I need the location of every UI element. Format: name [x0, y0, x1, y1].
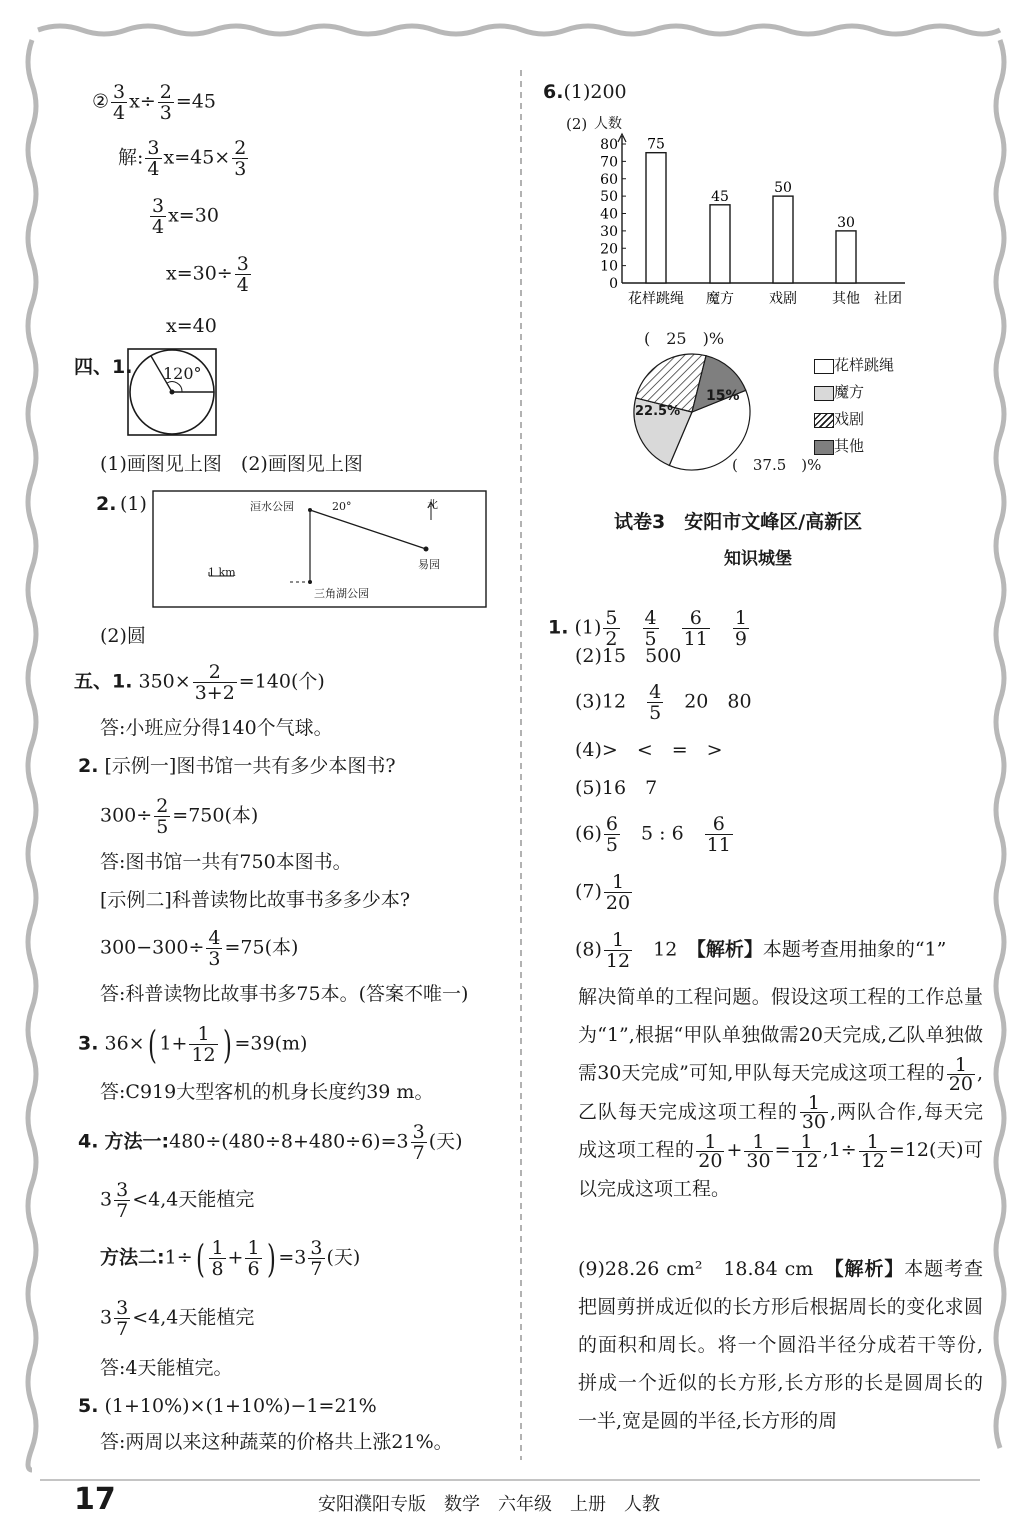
solution-step-3: x=30÷ $\frac{3}{4}$: [166, 253, 249, 296]
y-tick-label: 20: [600, 241, 618, 258]
footer-text: 安阳濮阳专版 数学 六年级 上册 人教: [318, 1494, 660, 1515]
q2b-equation-1: 300÷ $\frac{2}{5}$ =750(本): [100, 795, 259, 838]
s5-q1-answer: 答:小班应分得140个气球。: [100, 717, 333, 739]
bar-chart: [560, 128, 910, 313]
section-5-q1: 五、1. 350× $\frac{2}{3+2}$ =140(个): [74, 661, 325, 704]
pie-label-bottom: ( 37.5 )%: [732, 456, 822, 474]
bar-data-label: 50: [774, 180, 792, 197]
q1-1: 1. (1) $\frac{5}{2}$ $\frac{4}{5}$ $\frac{6}{11}$ $\frac{1}{9}$: [548, 607, 747, 650]
q1-8-explanation: 解决简单的工程问题。假设这项工程的工作总量为“1”,根据“甲队单独做需20天完成,乙队单独做需30天完成”可知,甲队每天完成这项工程的 $\frac{1}{20}$ ,乙队每天完成这项工程的 $\frac{1}{30}$ ,两队合作,每天完成这项工程的 $\frac{1}{20}$ + $\frac{1}{30}$ = $\frac{1}{12}$ ,1÷ $\frac{1}{12}$ =12(天)可以完成这项工程。: [578, 986, 983, 1200]
q1-5: (5)16 7: [575, 777, 658, 799]
bar-data-label: 45: [711, 188, 729, 205]
pie-label-top: ( 25 )%: [644, 329, 725, 348]
q2b-answer-2: 答:科普读物比故事书多75本。(答案不唯一): [100, 983, 469, 1005]
q5-answer: 答:两周以来这种蔬菜的价格共上涨21%。: [100, 1431, 453, 1453]
x-tick-label: 戏剧: [769, 291, 797, 307]
q6-2-label: (2): [566, 115, 588, 133]
y-tick-label: 40: [600, 206, 618, 223]
bar-data-label: 30: [837, 214, 855, 231]
q2b-equation-2: 300−300÷ $\frac{4}{3}$ =75(本): [100, 927, 299, 970]
map-north: 北: [427, 498, 438, 511]
y-tick-label: 80: [600, 137, 618, 153]
paper-title: 试卷3 安阳市文峰区/高新区: [614, 511, 863, 533]
bar: [646, 153, 666, 283]
y-tick-label: 50: [600, 189, 618, 206]
map-scale: 1 km: [208, 566, 236, 579]
legend-item: 其他: [814, 433, 894, 460]
q5-equation: 5. (1+10%)×(1+10%)−1=21%: [78, 1395, 377, 1417]
q2-answer-2: (2)圆: [100, 625, 146, 647]
bar: [773, 196, 793, 283]
legend-item: 魔方: [814, 379, 894, 406]
q1-9: (9)28.26 cm² 18.84 cm 【解析】本题考查把圆剪拼成近似的长方形后根据周长的变化求圆的面积和周长。将一个圆沿半径分成若干等份,拼成一个近似的长方形,长方形的长是圆周长的一半,宽是圆的半径,长方形的周: [578, 1258, 983, 1432]
q2b-example-2: [示例二]科普读物比故事书多多少本?: [100, 889, 411, 911]
q2-label: 2.: [96, 493, 117, 515]
q4-answer: 答:4天能植完。: [100, 1357, 233, 1379]
map-park-huanshui: 洹水公园: [250, 500, 294, 513]
x-tick-label: 花样跳绳: [628, 291, 684, 307]
x-axis-label: 社团: [874, 291, 902, 307]
section-4-answer: (1)画图见上图 (2)画图见上图: [100, 453, 363, 475]
q3-answer: 答:C919大型客机的机身长度约39 m。: [100, 1081, 434, 1103]
q1-2: (2)15 500: [575, 645, 682, 667]
solution-step-2: $\frac{3}{4}$ x=30: [152, 195, 219, 238]
fraction: $\frac{3}{4}$: [113, 81, 126, 124]
q1-6: (6) $\frac{6}{5}$ 5 : 6 $\frac{6}{11}$: [575, 813, 731, 856]
bar: [710, 205, 730, 283]
y-tick-label: 0: [609, 276, 618, 292]
q4-compare-1: 3 $\frac{3}{7}$ <4,4天能植完: [100, 1179, 255, 1222]
bar-data-label: 75: [647, 136, 665, 153]
legend-item: 花样跳绳: [814, 352, 894, 379]
bar-chart-ylabel: 人数: [594, 116, 622, 132]
page-number: 17: [74, 1482, 116, 1517]
y-tick-label: 30: [600, 223, 618, 240]
y-tick-label: 60: [600, 171, 618, 188]
q1-4: (4)> < = >: [575, 739, 723, 761]
x-tick-label: 魔方: [706, 291, 734, 307]
y-tick-label: 70: [600, 154, 618, 171]
q3-equation: 3. 36×( 1+ $\frac{1}{12}$ ) =39(m): [78, 1022, 308, 1067]
solution-step-1: 解: $\frac{3}{4}$ x=45× $\frac{2}{3}$: [118, 137, 247, 180]
pie-label-other: 15%: [706, 388, 740, 404]
q1-3: (3)12 $\frac{4}{5}$ 20 80: [575, 681, 752, 724]
q4-method-1: 4. 方法一:480÷(480÷8+480÷6)=3 $\frac{3}{7}$ (天): [78, 1121, 463, 1164]
map-destination: 易园: [418, 558, 440, 571]
q1-8: (8) $\frac{1}{12}$ 12 【解析】本题考查用抽象的“1”: [575, 929, 947, 972]
q2b-example-1: 2. [示例一]图书馆一共有多少本图书?: [78, 755, 396, 777]
q6-1: 6.(1)200: [543, 81, 627, 103]
x-tick-label: 其他: [832, 291, 860, 307]
legend-item: 戏剧: [814, 406, 894, 433]
solution-step-4: x=40: [166, 315, 217, 337]
pie-legend: [814, 352, 894, 460]
section-4-label: 四、1.: [74, 356, 133, 378]
q4-method-2: 方法二:1÷( $\frac{1}{8}$ + $\frac{1}{6}$ ) =3 $\frac{3}{7}$ (天): [100, 1236, 361, 1281]
circle-angle-figure: [127, 348, 217, 436]
y-tick-label: 10: [600, 258, 618, 275]
q2b-answer-1: 答:图书馆一共有750本图书。: [100, 851, 352, 873]
q2-sub-1: (1): [120, 493, 147, 515]
pie-label-cube: 22.5%: [635, 404, 681, 419]
section-subtitle: 知识城堡: [724, 549, 792, 569]
q4-compare-2: 3 $\frac{3}{7}$ <4,4天能植完: [100, 1297, 255, 1340]
equation-2: ② $\frac{3}{4}$ x÷ $\frac{2}{3}$ =45: [92, 81, 216, 124]
q1-7: (7) $\frac{1}{20}$: [575, 871, 631, 914]
map-park-sanjiaohu: 三角湖公园: [314, 587, 369, 600]
circled-2: ②: [92, 90, 110, 113]
angle-label: 120°: [163, 364, 202, 383]
bar: [836, 231, 856, 283]
fraction: $\frac{2}{3}$: [159, 81, 172, 124]
map-angle: 20°: [332, 500, 352, 513]
